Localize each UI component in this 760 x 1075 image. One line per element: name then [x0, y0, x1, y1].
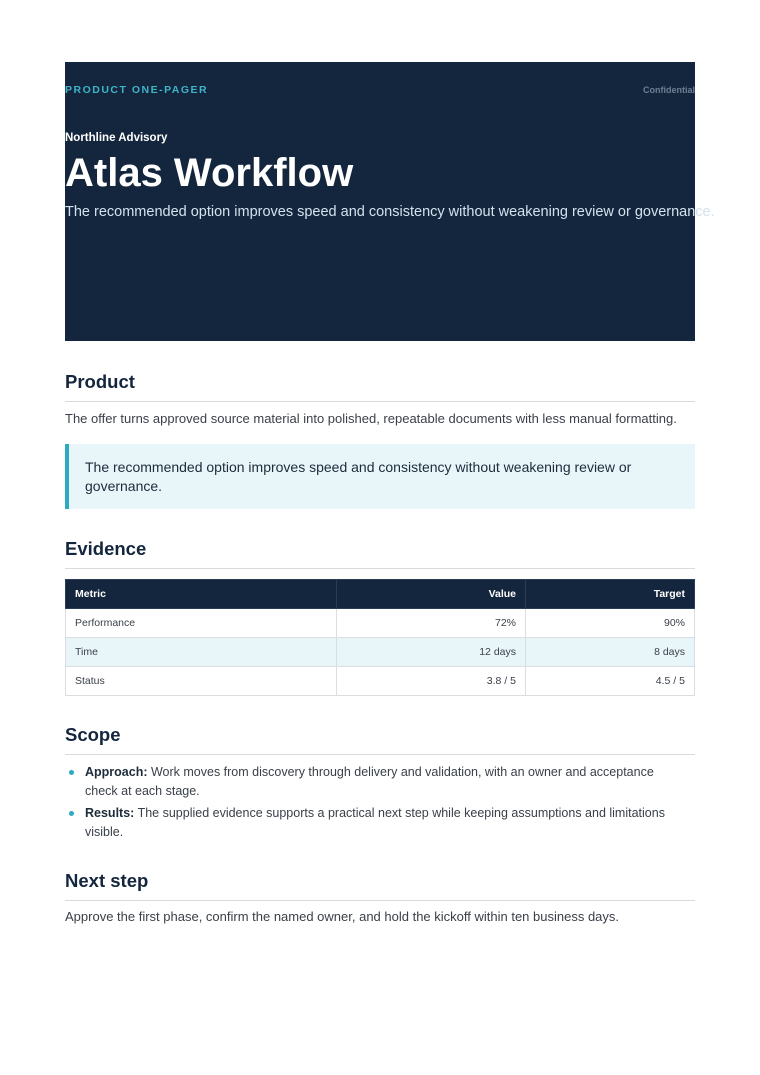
table-row	[66, 667, 695, 696]
eyebrow-label: PRODUCT ONE-PAGER	[65, 84, 209, 96]
page-title: Atlas Workflow	[65, 151, 354, 195]
list-item-lead: Results:	[85, 806, 135, 820]
table-header-row	[66, 580, 695, 609]
section-heading-evidence: Evidence	[65, 538, 695, 569]
page-subtitle: The recommended option improves speed and consistency without weakening review or governance.	[65, 204, 715, 220]
value-cell: 72%	[337, 609, 526, 638]
table-row	[66, 609, 695, 638]
scope-list	[65, 763, 695, 845]
evidence-table	[65, 579, 695, 696]
value-cell: 12 days	[337, 638, 526, 667]
list-item	[65, 763, 695, 800]
next-step-text: Approve the first phase, confirm the named owner, and hold the kickoff within ten business days.	[65, 909, 620, 924]
section-heading-next-step: Next step	[65, 870, 695, 901]
metric-cell: Status	[66, 667, 337, 696]
target-cell: 90%	[526, 609, 695, 638]
metric-cell: Performance	[66, 609, 337, 638]
target-cell: 4.5 / 5	[526, 667, 695, 696]
value-cell: 3.8 / 5	[337, 667, 526, 696]
metric-cell: Time	[66, 638, 337, 667]
bullet-icon	[69, 770, 74, 775]
list-item-text: Work moves from discovery through delivery and validation, with an owner and acceptance check at each stage.	[85, 765, 654, 798]
confidential-label: Confidential	[643, 85, 695, 95]
bullet-icon	[69, 811, 74, 816]
list-item-text: The supplied evidence supports a practical next step while keeping assumptions and limitations visible.	[85, 806, 665, 839]
product-description: The offer turns approved source material into polished, repeatable documents with less manual formatting.	[65, 411, 677, 426]
list-item	[65, 804, 695, 841]
section-heading-scope: Scope	[65, 724, 695, 755]
column-header-value: Value	[337, 580, 526, 609]
callout-box: The recommended option improves speed and consistency without weakening review or governance.	[65, 444, 695, 509]
hero-banner	[65, 62, 715, 341]
list-item-lead: Approach:	[85, 765, 148, 779]
table-row	[66, 638, 695, 667]
column-header-target: Target	[526, 580, 695, 609]
organization-name: Northline Advisory	[65, 132, 168, 144]
target-cell: 8 days	[526, 638, 695, 667]
column-header-metric: Metric	[66, 580, 337, 609]
section-heading-product: Product	[65, 371, 695, 402]
